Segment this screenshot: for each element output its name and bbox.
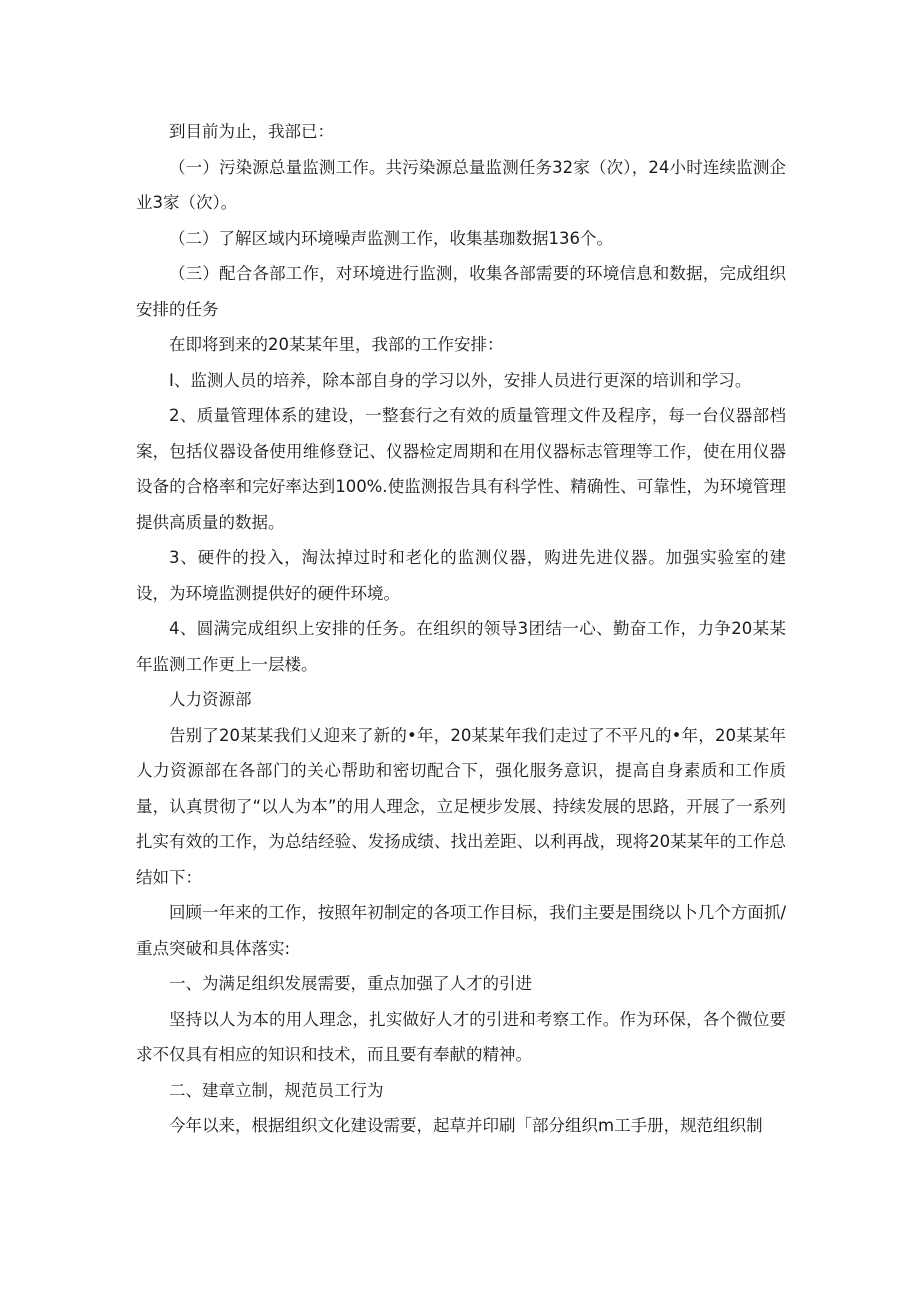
paragraph-plan-2: 2、质量管理体系的建设，一整套行之有效的质量管理文件及程序，每一台仪器部档案，包括仪器设备使用维修登记、仪器检定周期和在用仪器标志管理等工作，使在用仪器设备的合格率和完好率达到100%.使监测报告具有科学性、精确性、可靠性，为环境管理提供高质量的数据。 bbox=[136, 406, 786, 532]
subheading-talent: 一、为满足组织发展需要，重点加强了人才的引进 bbox=[169, 974, 532, 993]
paragraph-intro: 到目前为止，我部已： bbox=[169, 122, 334, 141]
paragraph-talent: 坚持以人为本的用人理念，扎实做好人才的引进和考察工作。作为环保，各个微位要求不仅具有相应的知识和技术，而且要有奉献的精神。 bbox=[136, 1009, 786, 1064]
paragraph-rules: 今年以来，根据组织文化建设需要，起草并印刷「部分组织m工手册，规范组织制 bbox=[169, 1116, 763, 1135]
paragraph-item-3: （三）配合各部工作，对环境进行监测，收集各部需要的环境信息和数据，完成组织安排的任务 bbox=[136, 264, 786, 319]
paragraph-item-2: （二）了解区域内环境噪声监测工作，收集基珈数据136个。 bbox=[169, 228, 613, 248]
paragraph-hr-review: 回顾一年来的工作，按照年初制定的各项工作目标，我们主要是围绕以卜几个方面抓/重点突破和具体落实: bbox=[136, 903, 786, 958]
subheading-rules: 二、建章立制，规范员工行为 bbox=[169, 1080, 384, 1100]
document-body bbox=[136, 114, 786, 1144]
paragraph-plan-4: 4、圆满完成组织上安排的任务。在组织的领导3团结一心、勤奋工作，力争20某某年监测工作更上一层楼。 bbox=[136, 619, 786, 674]
paragraph-item-1: （一）污染源总量监测工作。共污染源总量监测任务32家（次），24小时连续监测企业3家（次）。 bbox=[136, 157, 786, 212]
paragraph-plan-intro: 在即将到来的20某某年里，我部的工作安排： bbox=[169, 335, 504, 354]
paragraph-plan-1: I、监测人员的培养，除本部自身的学习以外，安排人员进行更深的培训和学习。 bbox=[169, 370, 752, 390]
paragraph-hr-intro: 告别了20某某我们乂迎来了新的•年，20某某年我们走过了不平凡的•年，20某某年人力资源部在各部门的关心帮助和密切配合下，强化服务意识，提高自身素质和工作质量，认真贯彻了“以人为本”的用人理念，立足梗步发展、持续发展的思路，开展了一系列扎实有效的工作，为总结经验、发扬成绩、找出差距、以利再战，现将20某某年的工作总结如下： bbox=[136, 725, 786, 887]
paragraph-plan-3: 3、硬件的投入，淘汰掉过时和老化的监测仪器，购进先进仪器。加强实验室的建设，为环境监测提供好的硬件环境。 bbox=[136, 548, 786, 603]
section-heading-hr: 人力资源部 bbox=[169, 690, 252, 709]
